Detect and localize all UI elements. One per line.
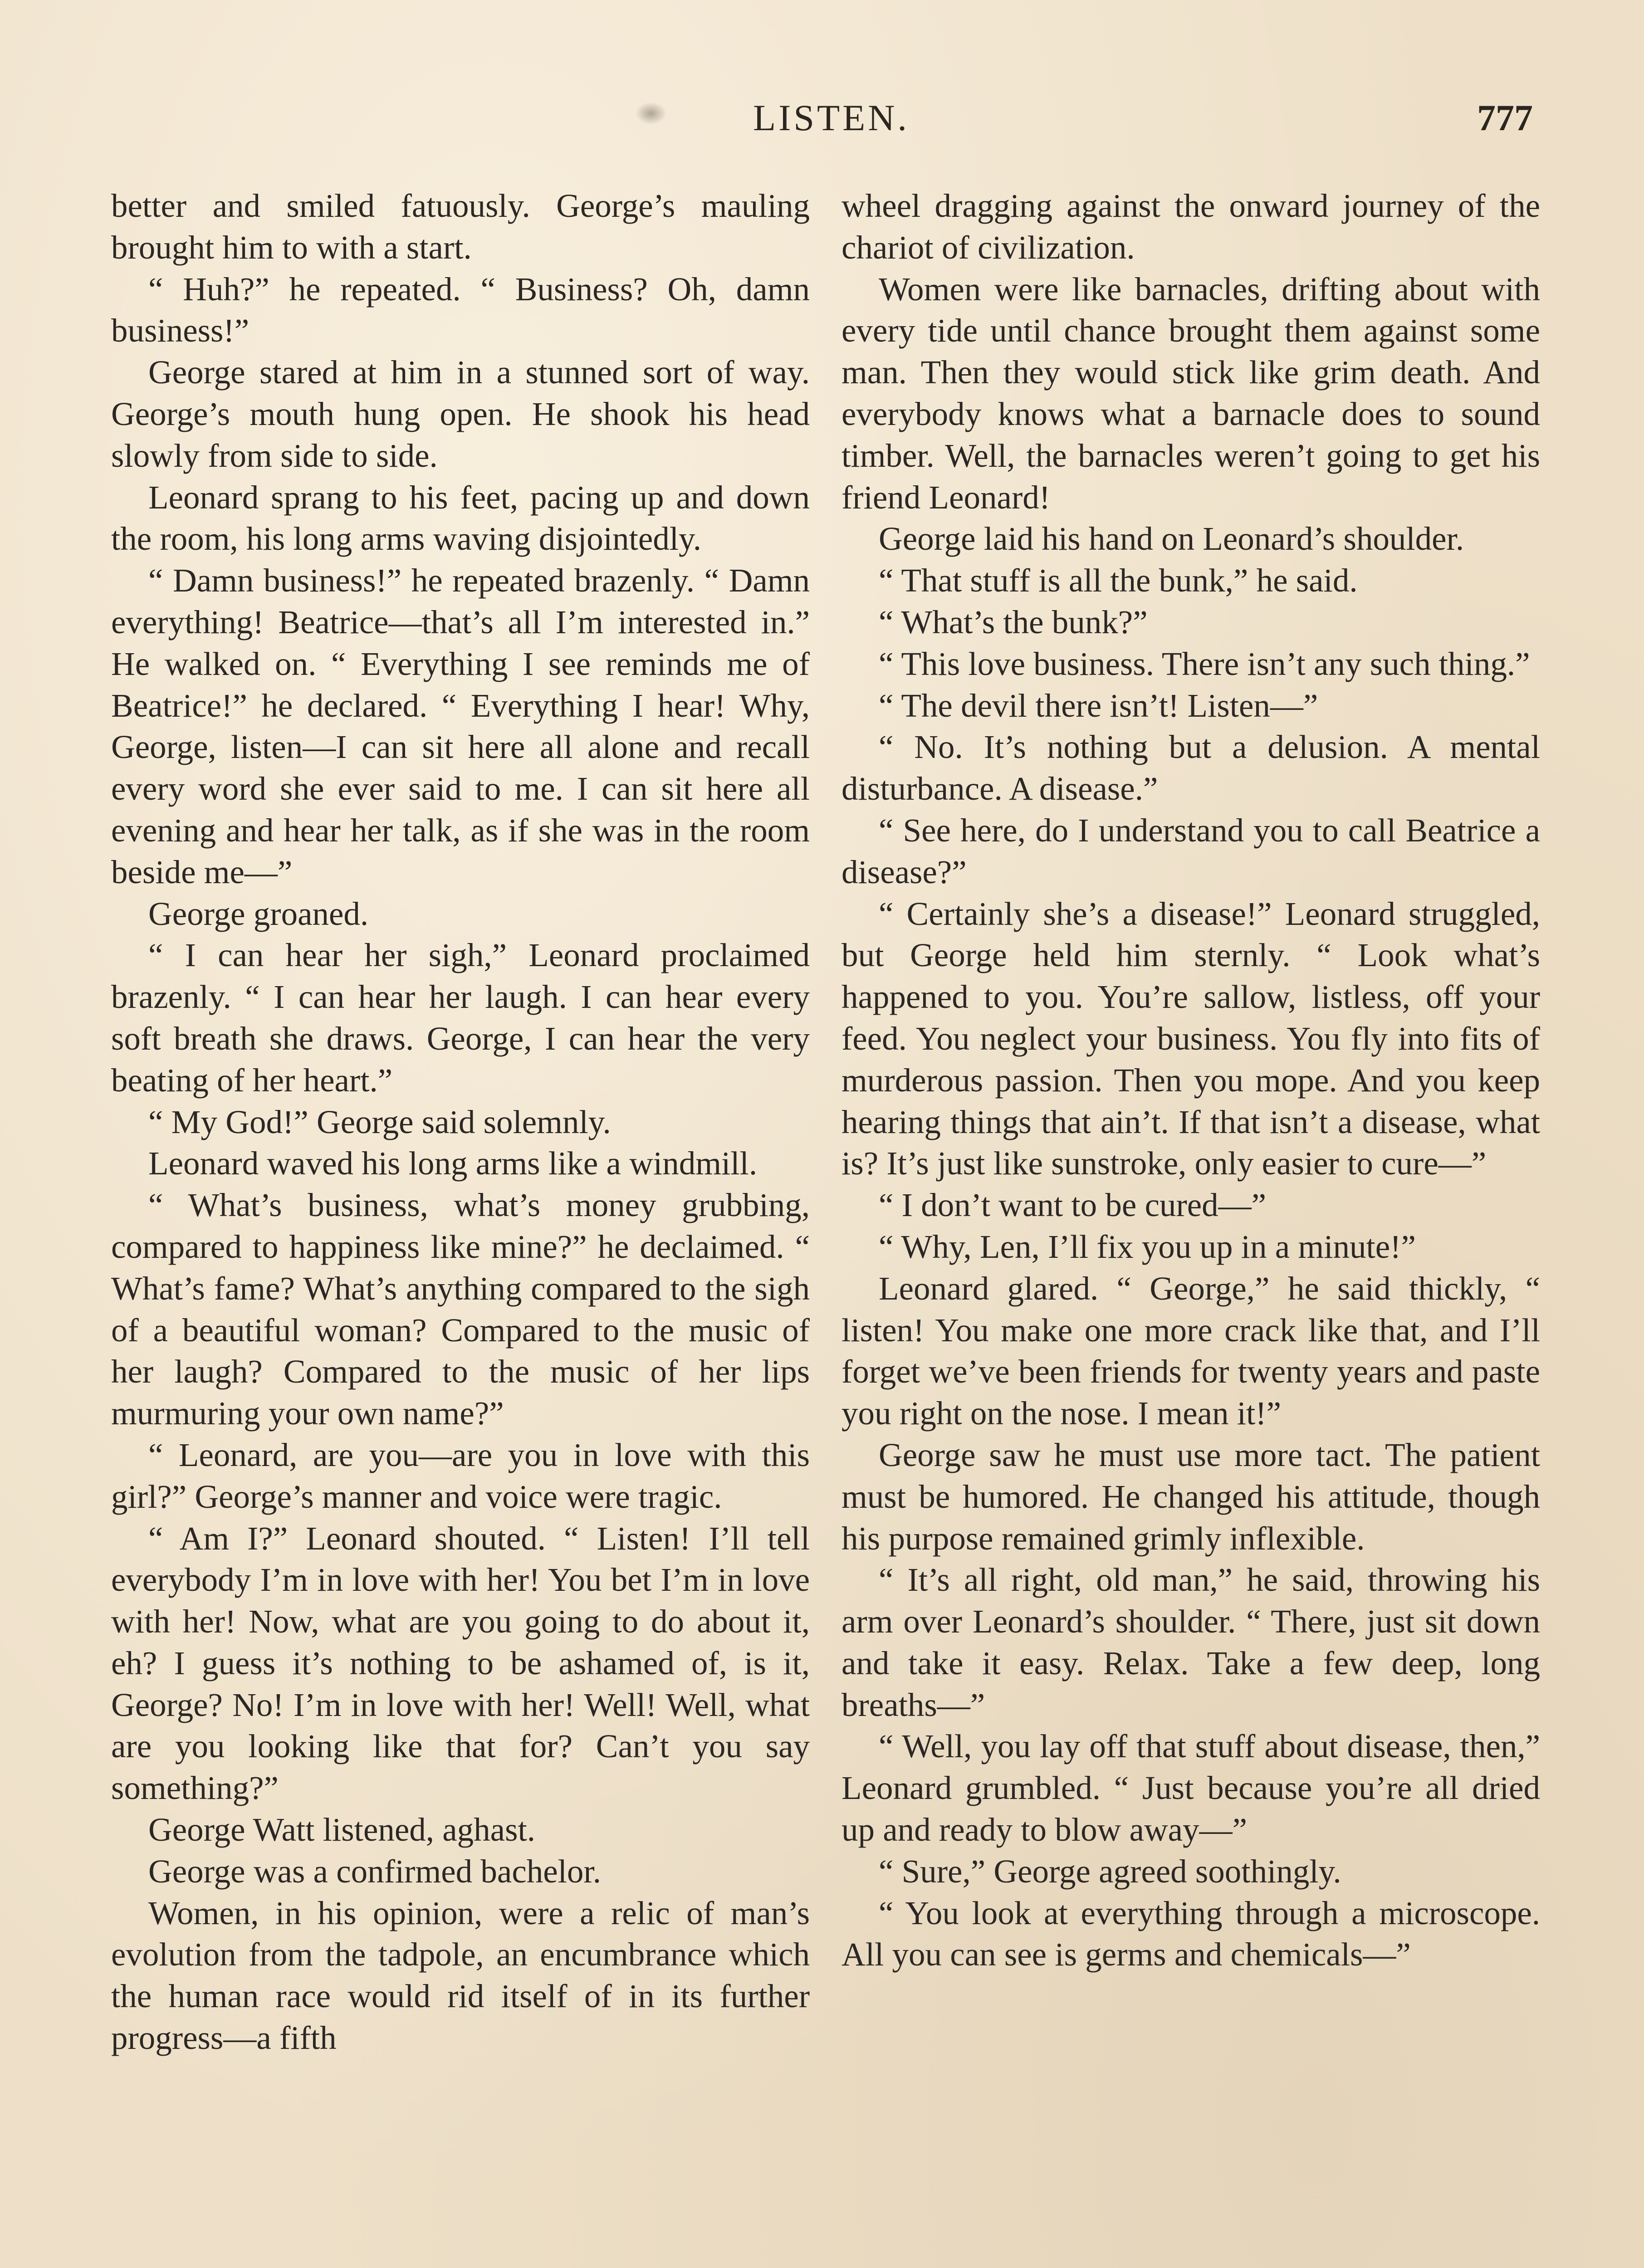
page-number: 777 [1477, 97, 1533, 138]
paragraph: “ What’s the bunk?” [879, 603, 1148, 640]
paragraph: “ Leonard, are you—are you in love with this girl?” George’s manner and voice were tragic. [111, 1436, 810, 1515]
paragraph: George stared at him in a stunned sort of way. George’s mouth hung open. He shook his head slowly from side to side. [111, 354, 810, 474]
paragraph: “ My God!” George said solemnly. [148, 1103, 611, 1140]
paragraph: George Watt listened, aghast. [148, 1811, 536, 1848]
paragraph: George groaned. [148, 895, 369, 932]
paragraph: “ Huh?” he repeated. “ Business? Oh, damn business!” [111, 270, 810, 349]
paragraph: “ This love business. There isn’t any such thing.” [879, 645, 1530, 682]
left-column [111, 185, 810, 2059]
paragraph: “ I can hear her sigh,” Leonard proclaimed brazenly. “ I can hear her laugh. I can hear every soft breath she draws. George, I can hear the very beating of her heart.” [111, 937, 810, 1099]
running-head: LISTEN. [753, 97, 910, 138]
paragraph: Leonard glared. “ George,” he said thickly, “ listen! You make one more crack like that, and I’ll forget we’ve been friends for twenty years and paste you right on the nose. I mean it!” [842, 1270, 1540, 1432]
paragraph: “ That stuff is all the bunk,” he said. [879, 562, 1358, 599]
paragraph: “ Why, Len, I’ll fix you up in a minute!” [879, 1228, 1416, 1265]
paragraph: “ Damn business!” he repeated brazenly. “ Damn everything! Beatrice—that’s all I’m interested in.” He walked on. “ Everything I see reminds me of Beatrice!” he declared. “ Everything I hear! Why, George, listen—I can sit here all alone and recall every word she ever said to me. I can sit here all evening and hear her talk, as if she was in the room beside me—” [111, 562, 810, 890]
paragraph: “ Certainly she’s a disease!” Leonard struggled, but George held him sternly. “ Look what’s happened to you. You’re sallow, listless, off your feed. You neglect your business. You fly into fits of murderous passion. Then you mope. And you keep hearing things that ain’t. If that isn’t a disease, what is? It’s just like sunstroke, only easier to cure—” [842, 895, 1540, 1182]
paragraph: “ It’s all right, old man,” he said, throwing his arm over Leonard’s shoulder. “ There, just sit down and take it easy. Relax. Take a few deep, long breaths—” [842, 1561, 1540, 1723]
paragraph: George was a confirmed bachelor. [148, 1853, 601, 1890]
paragraph: “ Am I?” Leonard shouted. “ Listen! I’ll tell everybody I’m in love with her! You bet I’m in love with her! Now, what are you going to do about it, eh? I guess it’s nothing to be ashamed of, is it, George? No! I’m in love with her! Well! Well, what are you looking like that for? Can’t you say something?” [111, 1520, 810, 1807]
paragraph: “ No. It’s nothing but a delusion. A mental disturbance. A disease.” [842, 728, 1540, 807]
paragraph: Leonard sprang to his feet, pacing up and down the room, his long arms waving disjointedly. [111, 479, 810, 557]
paragraph: George saw he must use more tact. The patient must be humored. He changed his attitude, though his purpose remained grimly inflexible. [842, 1436, 1540, 1557]
paragraph: “ I don’t want to be cured—” [879, 1187, 1267, 1224]
paragraph: Women were like barnacles, drifting about with every tide until chance brought them against some man. Then they would stick like grim death. And everybody knows what a barnacle does to sound timber. Well, the barnacles weren’t going to get his friend Leonard! [842, 270, 1540, 516]
paragraph: “ Sure,” George agreed soothingly. [879, 1853, 1341, 1890]
paragraph: “ See here, do I understand you to call Beatrice a disease?” [842, 811, 1540, 890]
paragraph: “ What’s business, what’s money grubbing, compared to happiness like mine?” he declaimed. “ What’s fame? What’s anything compared to the sigh of a beautiful woman? Compared to the music of her laugh? Compared to the music of her lips murmuring your own name?” [111, 1187, 810, 1432]
paragraph: wheel dragging against the onward journey of the chariot of civilization. [842, 187, 1540, 266]
paragraph: “ The devil there isn’t! Listen—” [879, 687, 1318, 724]
paragraph: Women, in his opinion, were a relic of man’s evolution from the tadpole, an encumbrance which the human race would rid itself of in its further progress—a fifth [111, 1894, 810, 2057]
paragraph: George laid his hand on Leonard’s shoulder. [879, 520, 1464, 557]
paragraph: Leonard waved his long arms like a windmill. [148, 1145, 758, 1182]
page-header [0, 93, 1644, 147]
paragraph: better and smiled fatuously. George’s mauling brought him to with a start. [111, 187, 810, 266]
paragraph: “ Well, you lay off that stuff about disease, then,” Leonard grumbled. “ Just because you’re all dried up and ready to blow away—” [842, 1728, 1540, 1848]
right-column [842, 185, 1540, 1975]
paragraph: “ You look at everything through a microscope. All you can see is germs and chemicals—” [842, 1894, 1540, 1973]
